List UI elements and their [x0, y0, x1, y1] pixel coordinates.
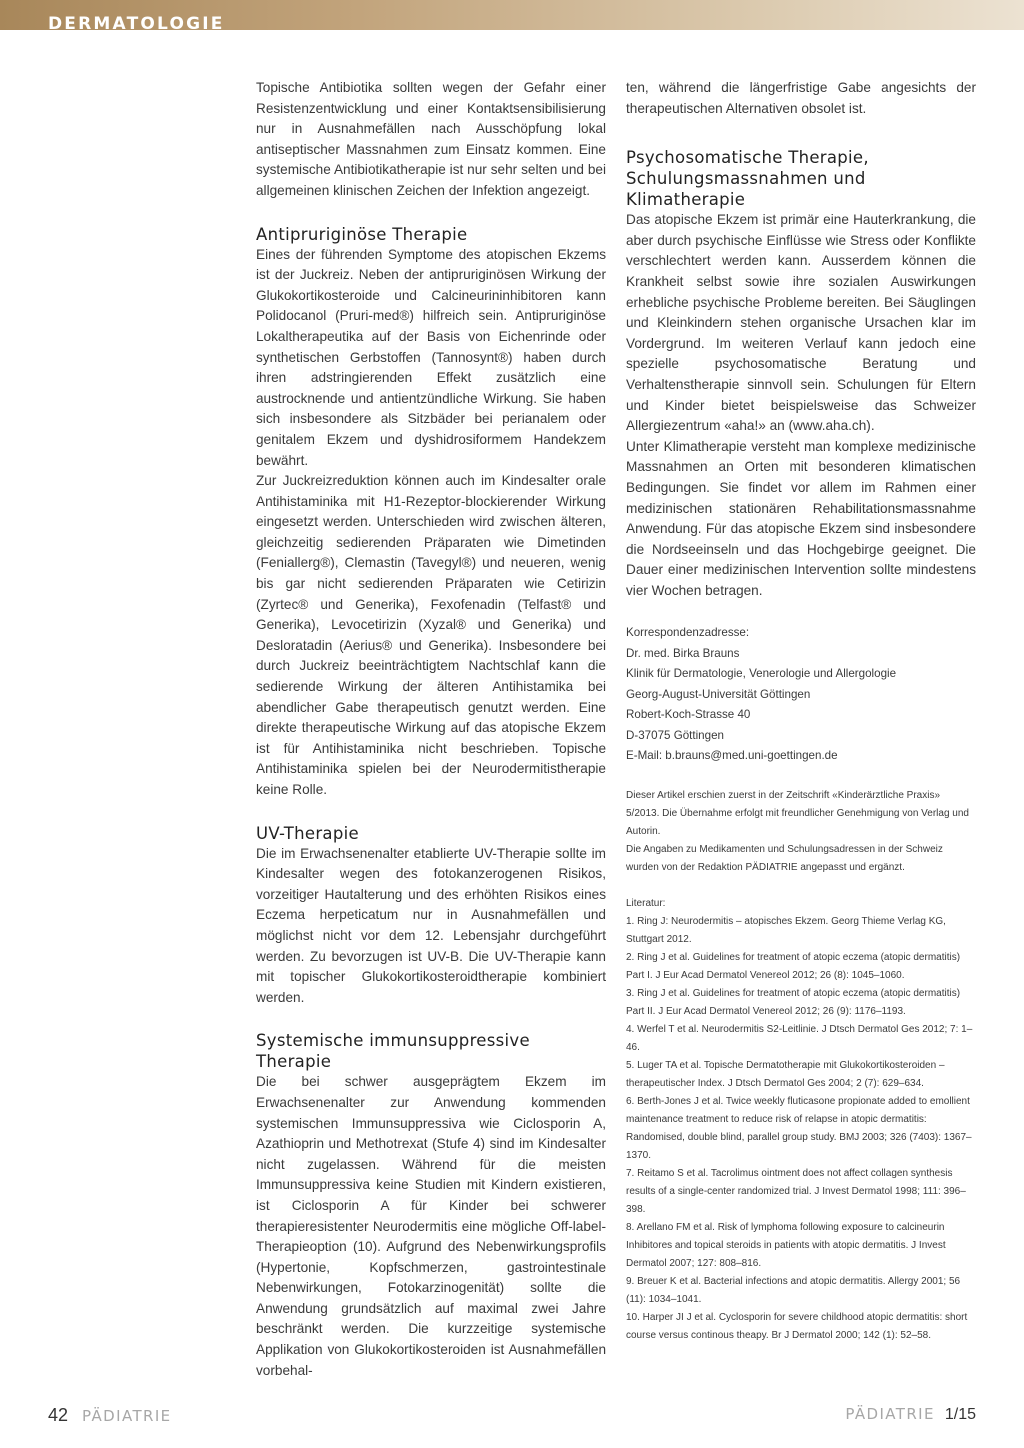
- heading-systemische-therapie: Systemische immunsuppressive Therapie: [256, 1031, 530, 1072]
- right-column: [626, 78, 976, 1345]
- publication-note-1: Dieser Artikel erschien zuerst in der Zeitschrift «Kinderärztliche Praxis» 5/2013. Die Übernahme erfolgt mit freundlicher Genehmigung von Verlag und Autorin.: [626, 789, 969, 837]
- correspondence-email: E-Mail: b.brauns@med.uni-goettingen.de: [626, 749, 838, 763]
- literature-item: 8. Arellano FM et al. Risk of lymphoma following exposure to calcineurin Inhibitores and topical steroids in patients with atopic dermatitis. J Invest Dermatol 2007; 127: 808–816.: [626, 1221, 946, 1269]
- heading-uv-therapie: UV-Therapie: [256, 823, 359, 843]
- journal-logo-right: PÄDIATRIE: [845, 1405, 935, 1423]
- page-number: 42: [48, 1405, 69, 1425]
- correspondence-line: D-37075 Göttingen: [626, 728, 724, 742]
- intro-paragraph: Topische Antibiotika sollten wegen der Gefahr einer Resistenzentwicklung und einer Kontaktsensibilisierung nur in Ausnahmefällen nach Ausschöpfung lokal antiseptischer Massnahmen zum Einsatz kommen. Eine systemische Antibiotikatherapie ist nur sehr selten und bei allgemeinen klinischen Zeichen der Infektion angezeigt.: [256, 80, 606, 198]
- literature-item: 2. Ring J et al. Guidelines for treatment of atopic eczema (atopic dermatitis) Part I. J Eur Acad Dermatol Venereol 2012; 26 (8): 1045–1060.: [626, 951, 961, 981]
- correspondence-line: Robert-Koch-Strasse 40: [626, 708, 751, 722]
- left-column: [256, 78, 606, 1381]
- paragraph-systemische-therapie: Die bei schwer ausgeprägtem Ekzem im Erwachsenenalter zur Anwendung kommenden systemischen Immunsuppressiva wie Ciclosporin A, Azathioprin und Methotrexat (Stufe 4) sind im Kindesalter nicht zugelassen. Während für die meisten Immunsuppressiva keine Studien mit Kindern existieren, ist Ciclosporin A für Kinder bei schwerer therapieresistenter Neurodermitis eine mögliche Off-label-Therapieoption (10). Aufgrund des Nebenwirkungsprofils (Hypertonie, Kopfschmerzen, gastrointestinale Nebenwirkungen, Fotokarzinogenität) sollte die Anwendung grundsätzlich auf maximal zwei Jahre beschränkt werden. Die kurzzeitige systemische Applikation von Glukokortikosteroiden ist Ausnahmefällen vorbehal-: [256, 1074, 606, 1378]
- issue-number: 1/15: [944, 1406, 976, 1423]
- paragraph-uv-therapie: Die im Erwachsenenalter etablierte UV-Therapie sollte im Kindesalter wegen des fotokanzerogenen Risikos, vorzeitiger Hautalterung und des erhöhten Risikos eines Eczema herpeticatum nur in Ausnahmefällen und möglichst nicht vor dem 12. Lebensjahr durchgeführt werden. Zu bevorzugen ist UV-B. Die UV-Therapie kann mit topischer Glukokortikosteroidtherapie kombiniert werden.: [256, 845, 606, 1005]
- correspondence-label: Korrespondenzadresse:: [626, 626, 750, 640]
- paragraph-psychosomatik-1: Das atopische Ekzem ist primär eine Hauterkrankung, die aber durch psychische Einflüsse wie Stress oder Konflikte verschlechtert werden kann. Ausserdem können die Krankheit selbst sowie ihre sozialen Auswirkungen erhebliche psychische Probleme bereiten. Bei Säuglingen und Kleinkindern stehen organische Ursachen klar im Vordergrund. Im weiteren Verlauf kann jedoch eine spezielle psychosomatische Beratung und Verhaltenstherapie sinnvoll sein. Schulungen für Eltern und Kinder bietet beispielsweise das Schweizer Allergiezentrum «aha!» an (www.aha.ch).: [626, 212, 976, 434]
- literature-item: 4. Werfel T et al. Neurodermitis S2-Leitlinie. J Dtsch Dermatol Ges 2012; 7: 1–46.: [626, 1023, 973, 1053]
- literature-item: 9. Breuer K et al. Bacterial infections and atopic dermatitis. Allergy 2001; 56 (11): 1034–1041.: [626, 1275, 961, 1305]
- literature-item: 3. Ring J et al. Guidelines for treatment of atopic eczema (atopic dermatitis) Part II. J Eur Acad Dermatol Venereol 2012; 26 (9): 1176–1193.: [626, 987, 961, 1017]
- literature-item: 6. Berth-Jones J et al. Twice weekly fluticasone propionate added to emollient maintenance treatment to reduce risk of relapse in atopic dermatitis: Randomised, double blind, parallel group study. BMJ 2003; 326 (7403): 1367–1370.: [626, 1095, 972, 1161]
- correspondence-line: Klinik für Dermatologie, Venerologie und Allergologie: [626, 667, 897, 681]
- continuation-paragraph: ten, während die längerfristige Gabe angesichts der therapeutischen Alternativen obsolet ist.: [626, 80, 976, 116]
- journal-logo-left: PÄDIATRIE: [82, 1407, 172, 1425]
- footer-right: [845, 1405, 976, 1424]
- literature-item: 1. Ring J: Neurodermitis – atopisches Ekzem. Georg Thieme Verlag KG, Stuttgart 2012.: [626, 915, 946, 945]
- literature-item: 10. Harper JI J et al. Cyclosporin for severe childhood atopic dermatitis: short course versus continous theapy. Br J Dermatol 2000; 142 (1): 52–58.: [626, 1311, 968, 1341]
- literature-item: 7. Reitamo S et al. Tacrolimus ointment does not affect collagen synthesis results of a single-center randomized trial. J Invest Dermatol 1998; 111: 396–398.: [626, 1167, 966, 1215]
- publication-note: [626, 787, 976, 877]
- paragraph-antipruriginoese-2: Zur Juckreizreduktion können auch im Kindesalter orale Antihistaminika mit H1-Rezeptor-blockierender Wirkung eingesetzt werden. Unterschieden wird zwischen älteren, gleichzeitig sedierenden Präparaten wie Dimetinden (Feniallerg®), Clemastin (Tavegyl®) und neueren, wenig bis gar nicht sedierenden Präparaten wie Cetirizin (Zyrtec® und Generika), Fexofenadin (Telfast® und Generika), Levocetirizin (Xyzal® und Generika) und Desloratadin (Aerius® und Generika). Insbesondere bei durch Juckreiz beeinträchtigtem Nachtschlaf kann die sedierende Wirkung der älteren Antihistamika bei abendlicher Gabe therapeutisch genutzt werden. Eine direkte therapeutische Wirkung auf das atopische Ekzem ist für Antihistaminika nicht beschrieben. Topische Antihistaminika spielen bei der Neurodermitistherapie keine Rolle.: [256, 473, 606, 797]
- correspondence-block: [626, 623, 976, 767]
- literature-label: Literatur:: [626, 897, 666, 909]
- footer-left: [48, 1405, 172, 1426]
- paragraph-klimatherapie: Unter Klimatherapie versteht man komplexe medizinische Massnahmen an Orten mit besonderen klimatischen Bedingungen. Sie findet vor allem im Rahmen einer medizinischen stationären Rehabilitationsmassnahme Anwendung. Für das atopische Ekzem sind insbesondere die Nordseeinseln und das Hochgebirge geeignet. Die Dauer einer medizinischen Intervention sollte mindestens vier Wochen betragen.: [626, 438, 976, 598]
- literature-list: [626, 895, 976, 1345]
- section-banner: [0, 0, 1024, 34]
- paragraph-antipruriginoese-1: Eines der führenden Symptome des atopischen Ekzems ist der Juckreiz. Neben der antipruriginösen Wirkung der Glukokortikosteroide und Calcineurininhibitoren kann Polidocanol (Pruri-med®) hilfreich sein. Antipruriginöse Lokaltherapeutika auf der Basis von Eichenrinde oder synthetischen Gerbstoffen (Tannosynt®) haben durch ihren adstringierenden Effekt zusätzlich eine austrocknende und antientzündliche Wirkung. Sie haben sich insbesondere als Sitzbäder bei perianalem oder genitalem Ekzem und dyshidrosiformem Handekzem bewährt.: [256, 246, 606, 468]
- correspondence-line: Georg-August-Universität Göttingen: [626, 687, 811, 701]
- section-title: DERMATOLOGIE: [48, 14, 225, 34]
- publication-note-2: Die Angaben zu Medikamenten und Schulungsadressen in der Schweiz wurden von der Redaktion PÄDIATRIE angepasst und ergänzt.: [626, 843, 943, 873]
- correspondence-line: Dr. med. Birka Brauns: [626, 646, 740, 660]
- literature-item: 5. Luger TA et al. Topische Dermatotherapie mit Glukokortikosteroiden – therapeutischer Index. J Dtsch Dermatol Ges 2004; 2 (7): 629–634.: [626, 1059, 945, 1089]
- heading-antipruriginoese: Antipruriginöse Therapie: [256, 224, 468, 244]
- heading-psychosomatische-therapie: Psychosomatische Therapie, Schulungsmassnahmen und Klimatherapie: [626, 148, 869, 210]
